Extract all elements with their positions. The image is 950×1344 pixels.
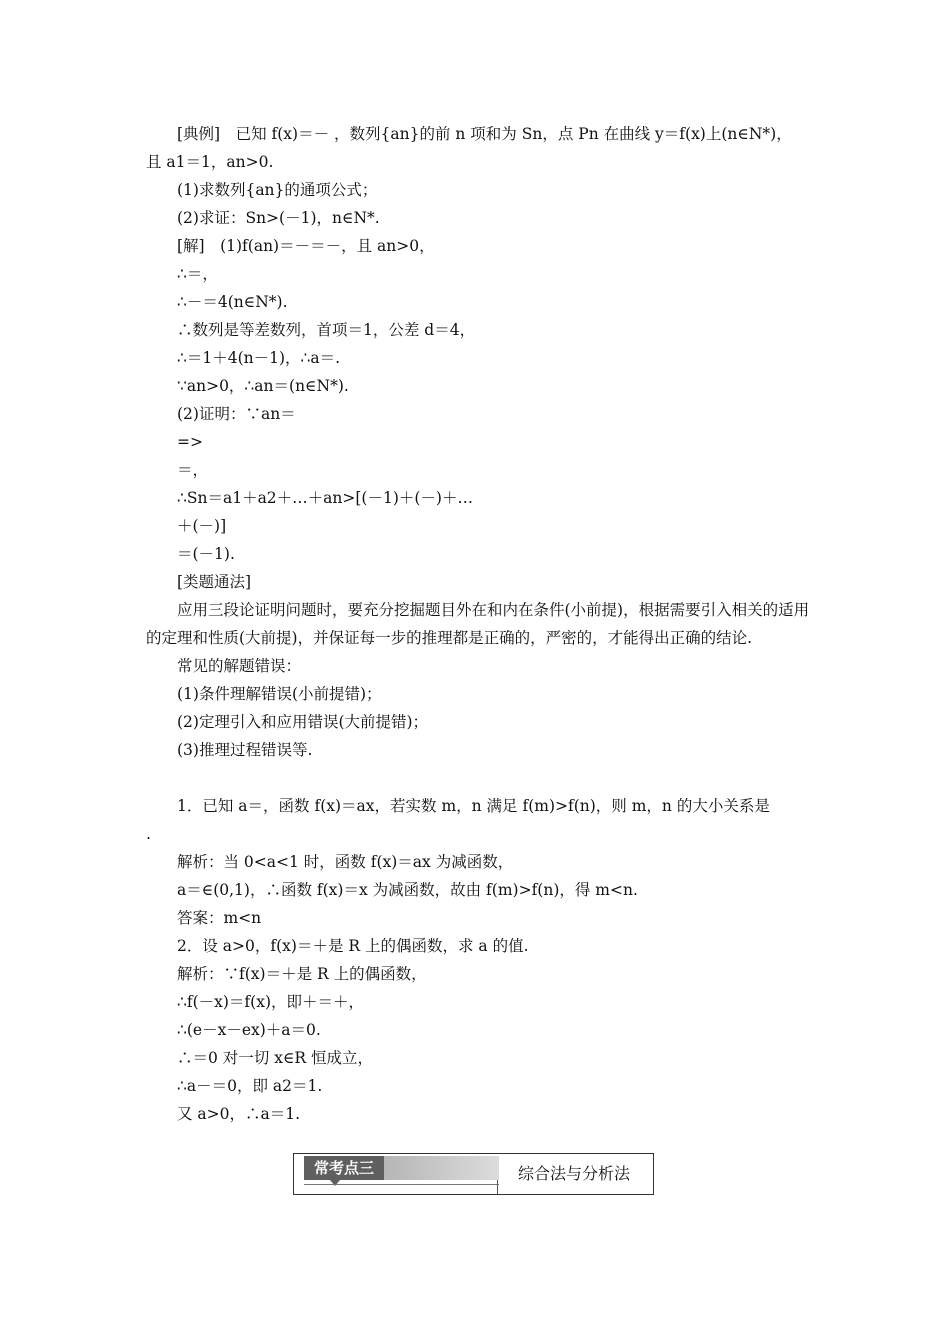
text-line: (1)条件理解错误(小前提错)； xyxy=(177,685,382,703)
text-line: ∴f(－x)＝f(x)，即＋＝＋， xyxy=(177,993,365,1011)
document-body xyxy=(146,120,818,1128)
text-line: ∴＝0 对一切 x∈R 恒成立， xyxy=(177,1049,374,1067)
text-line: ∴数列是等差数列，首项＝1，公差 d＝4， xyxy=(177,321,476,339)
text-line: ∴＝1＋4(n－1)，∴a＝. xyxy=(177,349,341,367)
text-line: ＝， xyxy=(177,461,209,479)
text-line: ∴＝， xyxy=(177,265,218,283)
text-line: => xyxy=(177,433,203,451)
problem-blank: . xyxy=(146,825,151,843)
section-badge xyxy=(304,1156,499,1180)
section-banner xyxy=(293,1153,654,1195)
text-line: (2)定理引入和应用错误(大前提错)； xyxy=(177,713,429,731)
text-line: ∵an>0，∴an＝(n∈N*). xyxy=(177,377,349,395)
badge-underline xyxy=(304,1184,499,1185)
spacer xyxy=(146,764,818,792)
text-line: ∴－＝4(n∈N*). xyxy=(177,293,288,311)
badge-divider xyxy=(497,1180,498,1194)
answer-line: 答案：m<n xyxy=(177,909,262,927)
text-line: (3)推理过程错误等. xyxy=(177,741,313,759)
text-line: a＝∈(0,1)，∴函数 f(x)＝x 为减函数，故由 f(m)>f(n)，得 m<n. xyxy=(177,881,638,899)
badge-notch-icon xyxy=(330,1180,340,1186)
problem-statement: 1．已知 a＝，函数 f(x)＝ax，若实数 m，n 满足 f(m)>f(n)，则 m，n 的大小关系是 xyxy=(177,797,770,815)
text-line: ∴a－＝0，即 a2＝1. xyxy=(177,1077,323,1095)
text-line: 且 a1＝1，an>0. xyxy=(146,153,274,171)
text-line: [典例] 已知 f(x)＝－ ，数列{an}的前 n 项和为 Sn，点 Pn 在曲线 y＝f(x)上(n∈N*)， xyxy=(177,125,792,143)
text-line: 又 a>0，∴a＝1. xyxy=(177,1105,301,1123)
text-line: ∴(e－x－ex)＋a＝0. xyxy=(177,1021,321,1039)
text-line: [解] (1)f(an)＝－＝－，且 an>0， xyxy=(177,237,435,255)
text-line: (2)求证：Sn>(－1)，n∈N*. xyxy=(177,209,380,227)
summary-paragraph: 应用三段论证明问题时，要充分挖掘题目外在和内在条件(小前提)，根据需要引入相关的适用的定理和性质(大前提)，并保证每一步的推理都是正确的，严密的，才能得出正确的结论. xyxy=(146,601,810,647)
text-line: (2)证明：∵an＝ xyxy=(177,405,296,423)
problem-statement: 2．设 a>0，f(x)＝＋是 R 上的偶函数，求 a 的值. xyxy=(177,937,529,955)
section-title: 综合法与分析法 xyxy=(518,1164,631,1183)
text-line: 解析：∵f(x)＝＋是 R 上的偶函数， xyxy=(177,965,427,983)
text-line: ＋(－)] xyxy=(177,517,227,535)
text-line: ＝(－1). xyxy=(177,545,235,563)
text-line: (1)求数列{an}的通项公式； xyxy=(177,181,378,199)
text-line: 解析：当 0<a<1 时，函数 f(x)＝ax 为减函数， xyxy=(177,853,514,871)
text-line: 常见的解题错误： xyxy=(177,657,302,675)
section-tag: 常考点三 xyxy=(304,1156,384,1180)
text-line: ∴Sn＝a1＋a2＋…＋an>[(－1)＋(－)＋… xyxy=(177,489,473,507)
section-heading: [类题通法] xyxy=(177,573,252,591)
